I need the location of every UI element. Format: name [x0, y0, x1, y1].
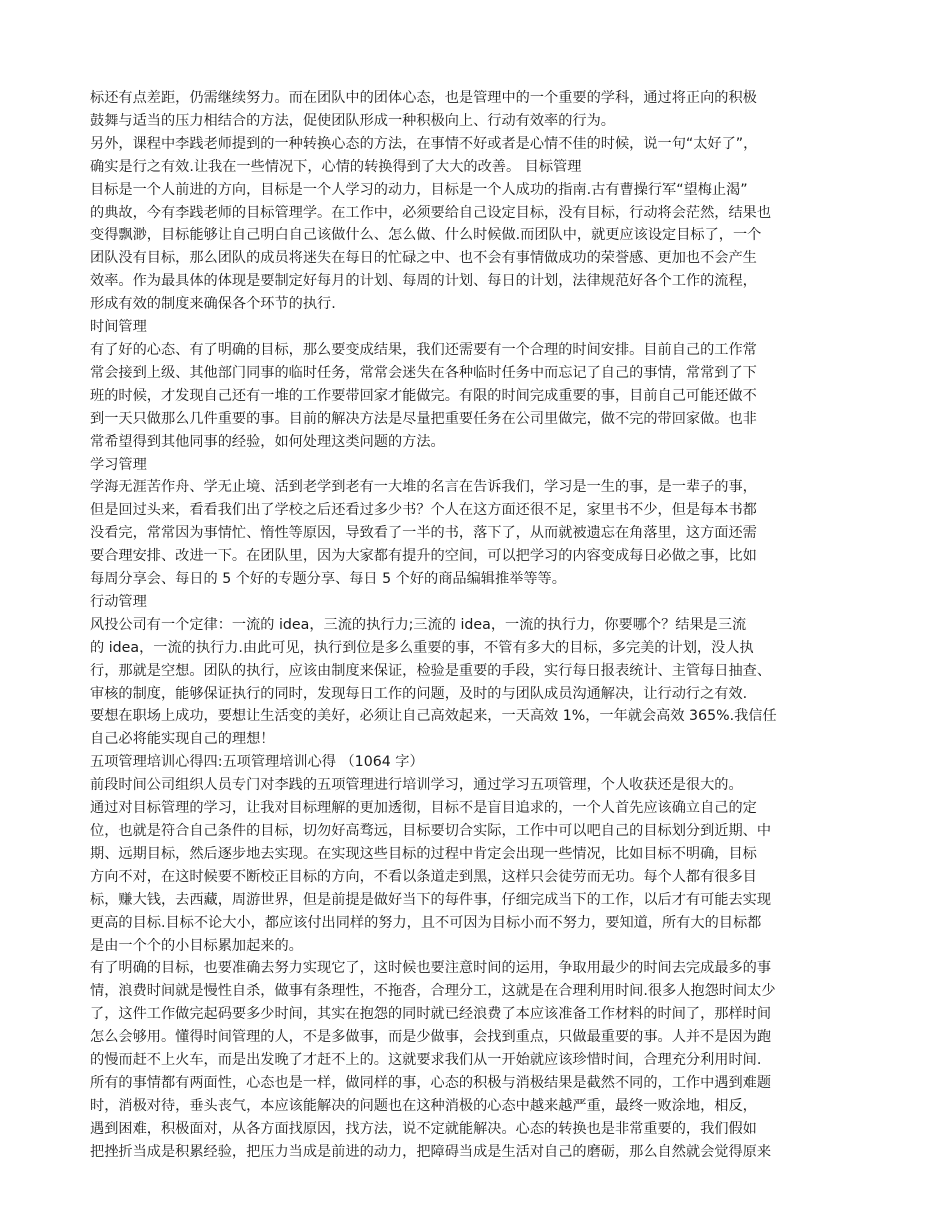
text-line: 前段时间公司组织人员专门对李践的五项管理进行培训学习，通过学习五项管理，个人收获还是很大的。: [90, 777, 743, 794]
text-line: 学海无涯苦作舟、学无止境、活到老学到老有一大堆的名言在告诉我们，学习是一生的事，是一辈子的事，: [90, 479, 757, 496]
text-line: 学习管理: [90, 456, 147, 473]
text-line: 有了明确的目标，也要准确去努力实现它了，这时候也要注意时间的运用，争取用最少的时间去完成最多的事: [90, 960, 772, 977]
text-line: 风投公司有一个定律：一流的 idea，三流的执行力;三流的 idea，一流的执行力，你要哪个？结果是三流: [90, 616, 747, 633]
text-line: 常希望得到其他同事的经验，如何处理这类问题的方法。: [90, 433, 445, 450]
text-line: 鼓舞与适当的压力相结合的方法，促使团队形成一种积极向上、行动有效率的行为。: [90, 112, 615, 129]
text-line: 目标是一个人前进的方向，目标是一个人学习的动力，目标是一个人成功的指南.古有曹操行军“望梅止渴”: [90, 181, 748, 198]
text-line: 要合理安排、改进一下。在团队里，因为大家都有提升的空间，可以把学习的内容变成每日必做之事，比如: [90, 548, 757, 565]
text-line: 五项管理培训心得四:五项管理培训心得 （1064 字）: [90, 754, 424, 771]
text-line: 形成有效的制度来确保各个环节的执行.: [90, 296, 336, 313]
text-line: 到一天只做那么几件重要的事。目前的解决方法是尽量把重要任务在公司里做完，做不完的带回家做。也非: [90, 410, 757, 427]
text-line: 了，这件工作做完起码要多少时间，其实在抱怨的同时就已经浪费了本应该准备工作材料的时间了，那样时间: [90, 1006, 772, 1023]
text-line: 行动管理: [90, 593, 147, 610]
text-line: 标还有点差距，仍需继续努力。而在团队中的团体心态，也是管理中的一个重要的学科，通过将正向的积极: [90, 90, 757, 106]
text-line: 自己必将能实现自己的理想！: [90, 731, 275, 748]
text-line: 另外，课程中李践老师提到的一种转换心态的方法，在事情不好或者是心情不佳的时候，说一句“太好了”，: [90, 135, 758, 152]
text-line: 标，赚大钱，去西藏，周游世界，但是前提是做好当下的每件事，仔细完成当下的工作，以后才有可能去实现: [90, 891, 772, 908]
text-line: 怎么会够用。懂得时间管理的人，不是多做事，而是少做事，会找到重点，只做最重要的事。人并不是因为跑: [90, 1029, 772, 1046]
text-line: 效率。作为最具体的体现是要制定好每月的计划、每周的计划、每日的计划，法律规范好各个工作的流程，: [90, 273, 757, 290]
text-line: 的慢而赶不上火车，而是出发晚了才赶不上的。这就要求我们从一开始就应该珍惜时间，合理充分利用时间.: [90, 1052, 762, 1069]
text-line: 把挫折当成是积累经验，把压力当成是前进的动力，把障碍当成是生活对自己的磨砺，那么自然就会觉得原来: [90, 1143, 772, 1160]
text-line: 期、远期目标，然后逐步地去实现。在实现这些目标的过程中肯定会出现一些情况，比如目标不明确，目标: [90, 845, 757, 862]
text-line: 要想在职场上成功，要想让生活变的美好，必须让自己高效起来，一天高效 1%，一年就会高效 365%.我信任: [90, 708, 777, 725]
text-line: 常会接到上级、其他部门同事的临时任务，常常会迷失在各种临时任务中而忘记了自己的事情，常常到了下: [90, 364, 757, 381]
text-line: 时，消极对待，垂头丧气，本应该能解决的问题也在这种消极的心态中越来越严重，最终一败涂地，相反，: [90, 1097, 757, 1114]
text-line: 有了好的心态、有了明确的目标，那么要变成结果，我们还需要有一个合理的时间安排。目前自己的工作常: [90, 341, 757, 358]
text-line: 时间管理: [90, 319, 147, 336]
text-line: 的 idea，一流的执行力.由此可见，执行到位是多么重要的事，不管有多大的目标，多完美的计划，没人执: [90, 639, 754, 656]
text-line: 每周分享会、每日的 5 个好的专题分享、每日 5 个好的商品编辑推举等等。: [90, 571, 566, 588]
text-line: 更高的目标.目标不论大小，都应该付出同样的努力，且不可因为目标小而不努力，要知道，所有大的目标都: [90, 914, 762, 931]
text-line: 变得飘渺，目标能够让自己明白自己该做什么、怎么做、什么时候做.而团队中，就更应该设定目标了，一个: [90, 227, 762, 244]
text-line: 方向不对，在这时候要不断校正目标的方向，不看以条道走到黑，这样只会徒劳而无功。每个人都有很多目: [90, 868, 757, 885]
text-line: 是由一个个的小目标累加起来的。: [90, 937, 303, 954]
text-line: 确实是行之有效.让我在一些情况下，心情的转换得到了大大的改善。 目标管理: [90, 158, 582, 175]
text-line: 的典故，今有李践老师的目标管理学。在工作中，必须要给自己设定目标，没有目标，行动将会茫然，结果也: [90, 204, 772, 221]
text-line: 班的时候，才发现自己还有一堆的工作要带回家才能做完。有限的时间完成重要的事，目前自己可能还做不: [90, 387, 757, 404]
text-line: 团队没有目标，那么团队的成员将迷失在每日的忙碌之中、也不会有事情做成功的荣誉感、更加也不会产生: [90, 250, 757, 267]
text-line: 行，那就是空想。团队的执行，应该由制度来保证，检验是重要的手段，实行每日报表统计、主管每日抽查、: [90, 662, 772, 679]
text-line: 没看完，常常因为事情忙、惰性等原因，导致看了一半的书，落下了，从而就被遗忘在角落里，这方面还需: [90, 525, 757, 542]
text-line: 但是回过头来，看看我们出了学校之后还看过多少书？个人在这方面还很不足，家里书不少，但是每本书都: [90, 502, 757, 519]
text-line: 所有的事情都有两面性，心态也是一样，做同样的事，心态的积极与消极结果是截然不同的，工作中遇到难题: [90, 1074, 772, 1091]
text-line: 审核的制度，能够保证执行的同时，发现每日工作的问题，及时的与团队成员沟通解决，让行动行之有效.: [90, 685, 748, 702]
text-line: 通过对目标管理的学习，让我对目标理解的更加透彻，目标不是盲目追求的，一个人首先应该确立自己的定: [90, 800, 757, 817]
text-line: 遇到困难，积极面对，从各方面找原因，找方法，说不定就能解决。心态的转换也是非常重要的，我们假如: [90, 1120, 757, 1137]
text-line: 情，浪费时间就是慢性自杀，做事有条理性，不拖沓，合理分工，这就是在合理利用时间.很多人抱怨时间太少: [90, 983, 776, 1000]
text-line: 位，也就是符合自己条件的目标，切勿好高骛远，目标要切合实际，工作中可以吧自己的目标划分到近期、中: [90, 823, 772, 839]
